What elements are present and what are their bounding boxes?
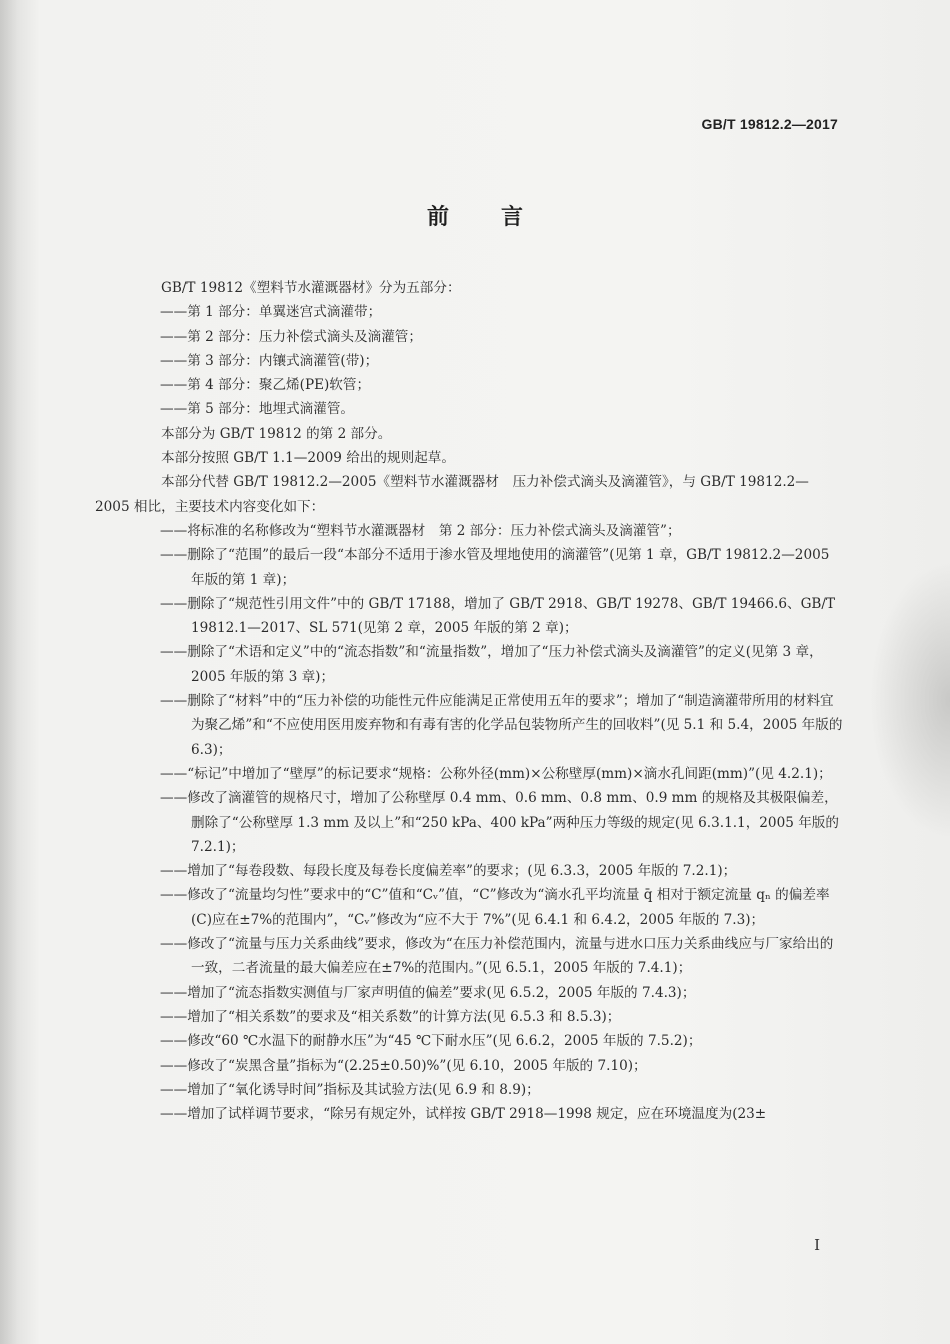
page-number: I <box>814 1236 820 1254</box>
part-item: ——第 4 部分：聚乙烯(PE)软管； <box>160 377 371 394</box>
part-item: ——第 2 部分：压力补偿式滴头及滴灌管； <box>160 328 422 345</box>
change-item: ——将标准的名称修改为“塑料节水灌溉器材 第 2 部分：压力补偿式滴头及滴灌管”； <box>160 522 681 539</box>
change-item: ——修改了滴灌管的规格尺寸，增加了公称壁厚 0.4 mm、0.6 mm、0.8 mm、0.9 mm 的规格及其极限偏差，删除了“公称壁厚 1.3 mm 及以上”和“250 kPa、400 kPa”两种压力等级的规定(见 6.3.1.1，2005 年版的 7.2.1)； <box>160 790 839 855</box>
standard-code: GB/T 19812.2—2017 <box>701 116 838 132</box>
foreword-body <box>95 276 843 1126</box>
change-item: ——删除了“术语和定义”中的“流态指数”和“流量指数”，增加了“压力补偿式滴头及滴灌管”的定义(见第 3 章，2005 年版的第 3 章)； <box>160 644 823 685</box>
part-item: ——第 1 部分：单翼迷宫式滴灌带； <box>160 304 382 321</box>
part-statement: 本部分为 GB/T 19812 的第 2 部分。 <box>161 425 392 442</box>
replacement-statement: 本部分代替 GB/T 19812.2—2005《塑料节水灌溉器材 压力补偿式滴头及滴灌管》，与 GB/T 19812.2—2005 相比，主要技术内容变化如下： <box>95 474 809 515</box>
change-item: ——修改了“流量与压力关系曲线”要求，修改为“在压力补偿范围内，流量与进水口压力关系曲线应与厂家给出的一致，二者流量的最大偏差应在±7%的范围内。”(见 6.5.1，2005 年版的 7.4.1)； <box>160 936 834 977</box>
scan-shadow <box>870 560 950 840</box>
intro-paragraph: GB/T 19812《塑料节水灌溉器材》分为五部分： <box>161 280 461 296</box>
change-item: ——“标记”中增加了“壁厚”的标记要求“规格：公称外径(mm)×公称壁厚(mm)×滴水孔间距(mm)”(见 4.2.1)； <box>160 765 832 782</box>
part-item: ——第 3 部分：内镶式滴灌管(带)； <box>160 352 379 369</box>
change-item: ——删除了“规范性引用文件”中的 GB/T 17188，增加了 GB/T 2918、GB/T 19278、GB/T 19466.6、GB/T 19812.1—2017、SL 571(见第 2 章，2005 年版的第 2 章)； <box>160 595 836 637</box>
change-item: ——修改了“炭黑含量”指标为“(2.25±0.50)%”(见 6.10，2005 年版的 7.10)； <box>160 1057 647 1074</box>
page-title: 前言 <box>426 205 575 230</box>
change-item: ——修改了“流量均匀性”要求中的“C”值和“Cᵥ”值，“C”修改为“滴水孔平均流量 q̄ 相对于额定流量 qₙ 的偏差率(C)应在±7%的范围内”，“Cᵥ”修改为“应不大于 7%”(见 6.4.1 和 6.4.2，2005 年版的 7.3)； <box>160 887 830 928</box>
change-item: ——删除了“材料”中的“压力补偿的功能性元件应能满足正常使用五年的要求”；增加了“制造滴灌带所用的材料宜为聚乙烯”和“不应使用医用废弃物和有毒有害的化学品包装物所产生的回收料”(见 5.1 和 5.4，2005 年版的 6.3)； <box>160 693 843 758</box>
drafting-rule: 本部分按照 GB/T 1.1—2009 给出的规则起草。 <box>161 450 455 467</box>
change-item: ——删除了“范围”的最后一段“本部分不适用于渗水管及埋地使用的滴灌管”(见第 1 章，GB/T 19812.2—2005 年版的第 1 章)； <box>160 547 830 588</box>
part-item: ——第 5 部分：地埋式滴灌管。 <box>160 401 355 418</box>
change-item: ——增加了“相关系数”的要求及“相关系数”的计算方法(见 6.5.3 和 8.5.3)； <box>160 1008 621 1025</box>
change-item: ——增加了试样调节要求，“除另有规定外，试样按 GB/T 2918—1998 规定，应在环境温度为(23± <box>160 1106 767 1123</box>
change-item: ——增加了“流态指数实测值与厂家声明值的偏差”要求(见 6.5.2，2005 年版的 7.4.3)； <box>160 984 696 1001</box>
change-item: ——增加了“氧化诱导时间”指标及其试验方法(见 6.9 和 8.9)； <box>160 1081 540 1098</box>
change-item: ——修改“60 ℃水温下的耐静水压”为“45 ℃下耐水压”(见 6.6.2，2005 年版的 7.5.2)； <box>160 1033 702 1050</box>
change-item: ——增加了“每卷段数、每段长度及每卷长度偏差率”的要求；(见 6.3.3，2005 年版的 7.2.1)； <box>160 863 737 880</box>
